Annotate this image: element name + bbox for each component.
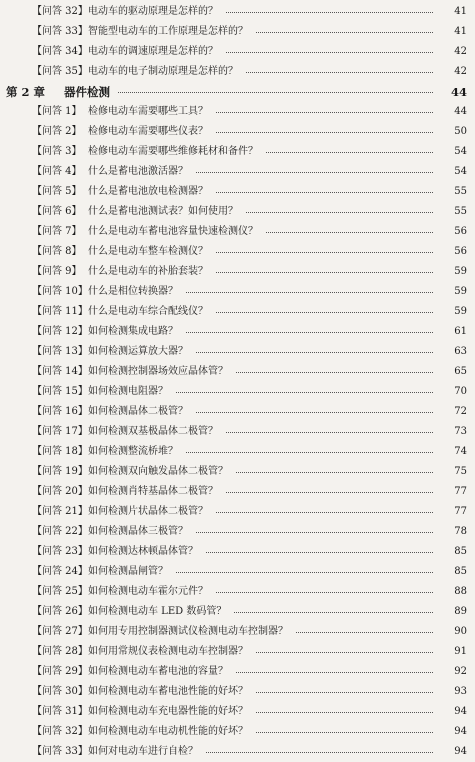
entry-question: 如何检测整流桥堆？ xyxy=(88,446,178,457)
entry-page-number: 56 xyxy=(454,246,467,257)
dot-leader xyxy=(216,312,433,313)
dot-leader xyxy=(226,52,433,53)
dot-leader xyxy=(256,32,433,33)
entry-tag: 【问答 29】 xyxy=(32,666,88,677)
dot-leader xyxy=(296,632,433,633)
dot-leader xyxy=(236,672,433,673)
entry-question: 如何检测肖特基晶体二极管？ xyxy=(88,486,218,497)
entry-question: 如何检测电动车 LED 数码管？ xyxy=(88,606,227,617)
toc-entry xyxy=(0,242,475,262)
entry-tag: 【问答 22】 xyxy=(32,526,88,537)
entry-page-number: 74 xyxy=(454,446,467,457)
toc-entry xyxy=(0,122,475,142)
entry-page-number: 54 xyxy=(454,146,467,157)
entry-tag: 【问答 6】 xyxy=(32,206,82,217)
entry-tag: 【问答 31】 xyxy=(32,706,88,717)
dot-leader xyxy=(216,252,433,253)
entry-question: 如何检测晶体二极管？ xyxy=(88,406,188,417)
toc-entry xyxy=(0,382,475,402)
entry-question: 什么是电动车的补胎套装？ xyxy=(88,266,208,277)
entry-tag: 【问答 25】 xyxy=(32,586,88,597)
entry-page-number: 44 xyxy=(454,106,467,117)
entry-question: 智能型电动车的工作原理是怎样的？ xyxy=(88,26,248,37)
entry-question: 检修电动车需要哪些工具？ xyxy=(88,106,208,117)
dot-leader xyxy=(234,612,433,613)
toc-entry xyxy=(0,522,475,542)
entry-page-number: 85 xyxy=(454,546,467,557)
entry-tag: 【问答 2】 xyxy=(32,126,82,137)
dot-leader xyxy=(216,272,433,273)
entry-page-number: 94 xyxy=(454,706,467,717)
dot-leader xyxy=(206,552,433,553)
entry-question: 如何检测控制器场效应晶体管？ xyxy=(88,366,228,377)
dot-leader xyxy=(216,132,433,133)
dot-leader xyxy=(236,372,433,373)
entry-page-number: 88 xyxy=(454,586,467,597)
dot-leader xyxy=(226,492,433,493)
toc-entry xyxy=(0,102,475,122)
dot-leader xyxy=(256,692,433,693)
entry-question: 如何检测双基极晶体二极管？ xyxy=(88,426,218,437)
entry-question: 如何检测双向触发晶体二极管？ xyxy=(88,466,228,477)
entry-tag: 【问答 3】 xyxy=(32,146,82,157)
toc-entry xyxy=(0,742,475,762)
toc-entry xyxy=(0,682,475,702)
entry-tag: 【问答 16】 xyxy=(32,406,88,417)
chapter-title: 器件检测 xyxy=(64,85,110,99)
entry-page-number: 42 xyxy=(454,66,467,77)
entry-tag: 【问答 11】 xyxy=(32,306,88,317)
entry-page-number: 65 xyxy=(454,366,467,377)
dot-leader xyxy=(216,192,433,193)
toc-entry xyxy=(0,562,475,582)
entry-question: 什么是电动车整车检测仪？ xyxy=(88,246,208,257)
entry-tag: 【问答 15】 xyxy=(32,386,88,397)
entry-tag: 【问答 20】 xyxy=(32,486,88,497)
toc-entry xyxy=(0,662,475,682)
entry-page-number: 59 xyxy=(454,306,467,317)
entry-question: 什么是电动车综合配线仪？ xyxy=(88,306,208,317)
entry-tag: 【问答 33】 xyxy=(32,746,88,757)
entry-tag: 【问答 14】 xyxy=(32,366,88,377)
entry-tag: 【问答 8】 xyxy=(32,246,82,257)
toc-entry xyxy=(0,702,475,722)
entry-page-number: 50 xyxy=(454,126,467,137)
entry-page-number: 93 xyxy=(454,686,467,697)
toc-entry xyxy=(0,22,475,42)
entry-tag: 【问答 27】 xyxy=(32,626,88,637)
entry-question: 什么是电动车蓄电池容量快速检测仪？ xyxy=(88,226,258,237)
toc-entry xyxy=(0,362,475,382)
dot-leader xyxy=(196,412,433,413)
dot-leader xyxy=(216,112,433,113)
dot-leader xyxy=(118,92,433,93)
toc-entry xyxy=(0,2,475,22)
toc-entry xyxy=(0,722,475,742)
entry-page-number: 92 xyxy=(454,666,467,677)
dot-leader xyxy=(196,352,433,353)
entry-page-number: 56 xyxy=(454,226,467,237)
entry-page-number: 55 xyxy=(454,206,467,217)
entry-page-number: 63 xyxy=(454,346,467,357)
entry-page-number: 55 xyxy=(454,186,467,197)
entry-tag: 【问答 1】 xyxy=(32,106,82,117)
entry-question: 如何检测电阻器？ xyxy=(88,386,168,397)
toc-entry xyxy=(0,462,475,482)
entry-question: 如何用常规仪表检测电动车控制器？ xyxy=(88,646,248,657)
entry-question: 如何检测运算放大器？ xyxy=(88,346,188,357)
entry-tag: 【问答 19】 xyxy=(32,466,88,477)
dot-leader xyxy=(226,432,433,433)
entry-page-number: 72 xyxy=(454,406,467,417)
toc-entry xyxy=(0,262,475,282)
chapter-heading xyxy=(0,82,475,102)
entry-page-number: 85 xyxy=(454,566,467,577)
entry-page-number: 73 xyxy=(454,426,467,437)
entry-tag: 【问答 12】 xyxy=(32,326,88,337)
entry-tag: 【问答 4】 xyxy=(32,166,82,177)
toc-entry xyxy=(0,402,475,422)
entry-page-number: 90 xyxy=(454,626,467,637)
entry-tag: 【问答 30】 xyxy=(32,686,88,697)
dot-leader xyxy=(176,392,433,393)
toc-entry xyxy=(0,622,475,642)
toc-entry xyxy=(0,222,475,242)
toc-entry xyxy=(0,62,475,82)
entry-page-number: 70 xyxy=(454,386,467,397)
entry-tag: 【问答 28】 xyxy=(32,646,88,657)
entry-page-number: 59 xyxy=(454,266,467,277)
entry-question: 如何检测晶闸管？ xyxy=(88,566,168,577)
entry-page-number: 41 xyxy=(454,26,467,37)
chapter-number: 第 2 章 xyxy=(6,85,46,99)
dot-leader xyxy=(186,332,433,333)
entry-tag: 【问答 26】 xyxy=(32,606,88,617)
entry-question: 电动车的电子制动原理是怎样的？ xyxy=(88,66,238,77)
entry-question: 检修电动车需要哪些仪表？ xyxy=(88,126,208,137)
entry-question: 如何检测晶体三极管？ xyxy=(88,526,188,537)
entry-tag: 【问答 33】 xyxy=(32,26,88,37)
entry-question: 如何检测达林顿晶体管？ xyxy=(88,546,198,557)
entry-tag: 【问答 35】 xyxy=(32,66,88,77)
dot-leader xyxy=(226,12,433,13)
entry-question: 什么是蓄电池测试表？如何使用？ xyxy=(88,206,238,217)
toc-entry xyxy=(0,642,475,662)
dot-leader xyxy=(216,512,433,513)
dot-leader xyxy=(186,292,433,293)
entry-tag: 【问答 17】 xyxy=(32,426,88,437)
dot-leader xyxy=(256,652,433,653)
entry-question: 什么是蓄电池放电检测器？ xyxy=(88,186,208,197)
entry-page-number: 54 xyxy=(454,166,467,177)
toc-entry xyxy=(0,582,475,602)
dot-leader xyxy=(256,732,433,733)
entry-question: 检修电动车需要哪些维修耗材和备件？ xyxy=(88,146,258,157)
dot-leader xyxy=(266,152,433,153)
entry-tag: 【问答 13】 xyxy=(32,346,88,357)
dot-leader xyxy=(246,72,433,73)
toc-entry xyxy=(0,322,475,342)
dot-leader xyxy=(246,212,433,213)
entry-question: 电动车的调速原理是怎样的？ xyxy=(88,46,218,57)
entry-page-number: 78 xyxy=(454,526,467,537)
toc-entry xyxy=(0,282,475,302)
entry-question: 如何检测集成电路？ xyxy=(88,326,178,337)
toc-entry xyxy=(0,142,475,162)
entry-tag: 【问答 23】 xyxy=(32,546,88,557)
entry-tag: 【问答 10】 xyxy=(32,286,88,297)
entry-tag: 【问答 24】 xyxy=(32,566,88,577)
entry-tag: 【问答 18】 xyxy=(32,446,88,457)
entry-tag: 【问答 7】 xyxy=(32,226,82,237)
entry-page-number: 42 xyxy=(454,46,467,57)
dot-leader xyxy=(196,532,433,533)
entry-question: 如何检测电动车充电器性能的好坏？ xyxy=(88,706,248,717)
toc-entry xyxy=(0,602,475,622)
toc-entry xyxy=(0,342,475,362)
dot-leader xyxy=(266,232,433,233)
toc-entry xyxy=(0,162,475,182)
entry-page-number: 91 xyxy=(454,646,467,657)
entry-question: 如何检测电动车霍尔元件？ xyxy=(88,586,208,597)
toc-entry xyxy=(0,542,475,562)
toc-entry xyxy=(0,302,475,322)
entry-question: 电动车的驱动原理是怎样的？ xyxy=(88,6,218,17)
entry-tag: 【问答 32】 xyxy=(32,726,88,737)
dot-leader xyxy=(196,172,433,173)
toc-entry xyxy=(0,482,475,502)
entry-tag: 【问答 34】 xyxy=(32,46,88,57)
entry-tag: 【问答 9】 xyxy=(32,266,82,277)
entry-tag: 【问答 32】 xyxy=(32,6,88,17)
entry-question: 如何用专用控制器测试仪检测电动车控制器？ xyxy=(88,626,288,637)
entry-question: 如何检测片状晶体二极管？ xyxy=(88,506,208,517)
dot-leader xyxy=(206,752,433,753)
toc-entry xyxy=(0,422,475,442)
toc-entry xyxy=(0,202,475,222)
toc-entry xyxy=(0,42,475,62)
dot-leader xyxy=(256,712,433,713)
entry-page-number: 94 xyxy=(454,746,467,757)
entry-page-number: 61 xyxy=(454,326,467,337)
dot-leader xyxy=(176,572,433,573)
entry-tag: 【问答 5】 xyxy=(32,186,82,197)
entry-question: 如何检测电动车电动机性能的好坏？ xyxy=(88,726,248,737)
entry-page-number: 75 xyxy=(454,466,467,477)
entry-page-number: 77 xyxy=(454,486,467,497)
entry-question: 如何对电动车进行自检？ xyxy=(88,746,198,757)
entry-question: 什么是蓄电池激活器？ xyxy=(88,166,188,177)
entry-page-number: 77 xyxy=(454,506,467,517)
toc-entry xyxy=(0,442,475,462)
entry-tag: 【问答 21】 xyxy=(32,506,88,517)
entry-page-number: 41 xyxy=(454,6,467,17)
entry-question: 如何检测电动车蓄电池的容量？ xyxy=(88,666,228,677)
toc-entry xyxy=(0,502,475,522)
toc-entry xyxy=(0,182,475,202)
entry-page-number: 94 xyxy=(454,726,467,737)
dot-leader xyxy=(236,472,433,473)
entry-question: 什么是相位转换器？ xyxy=(88,286,178,297)
entry-page-number: 59 xyxy=(454,286,467,297)
chapter-page-number: 44 xyxy=(450,85,467,99)
dot-leader xyxy=(216,592,433,593)
entry-page-number: 89 xyxy=(454,606,467,617)
entry-question: 如何检测电动车蓄电池性能的好坏？ xyxy=(88,686,248,697)
dot-leader xyxy=(186,452,433,453)
